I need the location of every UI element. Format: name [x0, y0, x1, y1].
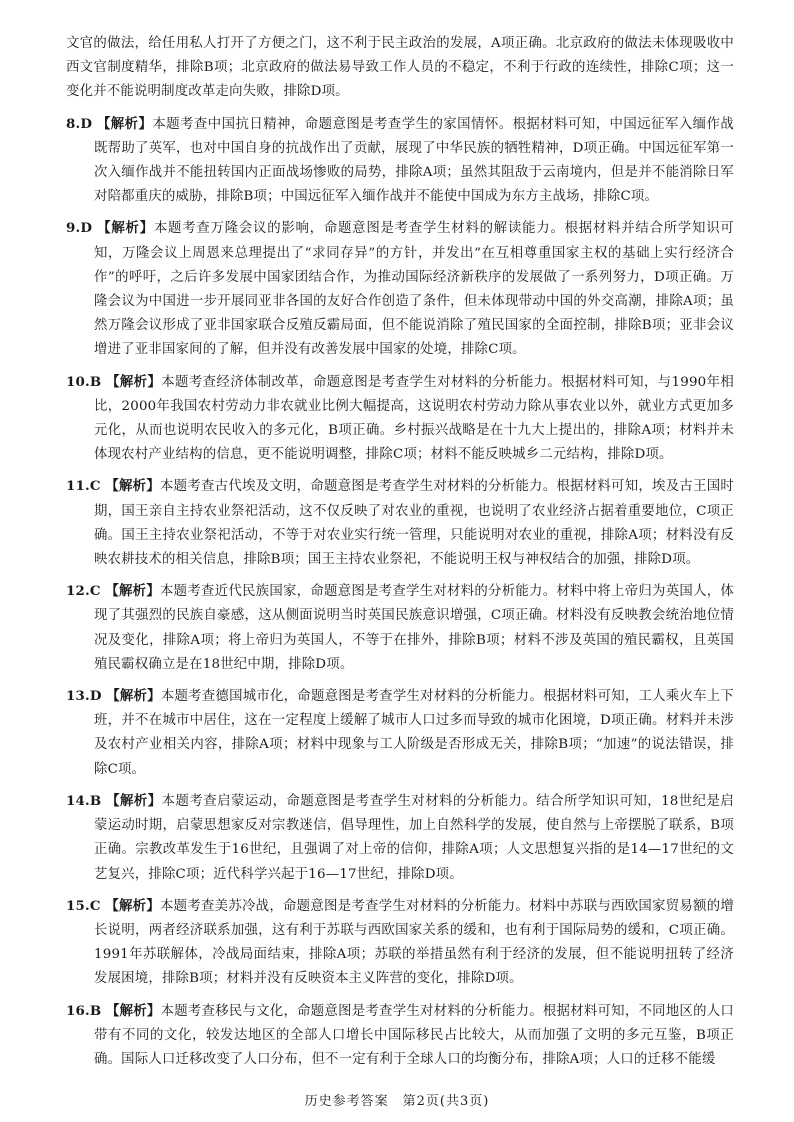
- answer-item: [66, 370, 734, 468]
- analysis-tag: 【解析】: [106, 792, 162, 809]
- analysis-text: 本题考查德国城市化，命题意图是考查学生对材料的分析能力。根据材料可知，工人乘火车上下班，并不在城市中居住，这在一定程度上缓解了城市人口过多而导致的城市化困境，D项正确。材料并未涉及农村产业相关内容，排除A项；材料中现象与工人阶级是否形成无关，排除B项；“加速”的说法错误，排除C项。: [94, 689, 734, 777]
- answer-number: 14.B: [66, 792, 102, 809]
- intro-paragraph: 文官的做法，给任用私人打开了方便之门，这不利于民主政治的发展，A项正确。北京政府的做法未体现吸收中西文官制度精华，排除B项；北京政府的做法易导致工作人员的不稳定，不利于行政的连续性，排除C项；这一变化并不能说明制度改革走向失败，排除D项。: [66, 36, 734, 100]
- answer-item: [66, 474, 734, 572]
- answer-number: 13.D: [66, 688, 102, 705]
- answer-number: 9.D: [66, 220, 93, 237]
- answer-item: [66, 684, 734, 782]
- answer-number: 10.B: [66, 373, 102, 390]
- answer-list: [66, 112, 734, 1073]
- answer-number: 8.D: [66, 115, 93, 132]
- answer-number: 15.C: [66, 897, 101, 914]
- analysis-text: 本题考查古代埃及文明，命题意图是考查学生对材料的分析能力。根据材料可知，埃及古王国时期，国王亲自主持农业祭祀活动，这不仅反映了对农业的重视，也说明了农业经济占据着重要地位，C项正确。国王主持农业祭祀活动，不等于对农业实行统一管理，只能说明对农业的重视，排除A项；材料没有反映农耕技术的相关信息，排除B项；国王主持农业祭祀，不能说明王权与神权结合的加强，排除D项。: [94, 479, 734, 568]
- answer-item: [66, 789, 734, 887]
- analysis-text: 本题考查美苏冷战，命题意图是考查学生对材料的分析能力。材料中苏联与西欧国家贸易额的增长说明，两者经济联系加强，这有利于苏联与西欧国家关系的缓和，也有利于国际局势的缓和，C项正确。1991年苏联解体，冷战局面结束，排除A项；苏联的举措虽然有利于经济的发展，但不能说明扭转了经济发展困境，排除B项；材料并没有反映资本主义阵营的变化，排除D项。: [94, 898, 734, 987]
- analysis-text: 本题考查经济体制改革，命题意图是考查学生对材料的分析能力。根据材料可知，与1990年相比，2000年我国农村劳动力非农就业比例大幅提高，这说明农村劳动力除从事农业以外，就业方式更加多元化，从而也说明农民收入的多元化，B项正确。乡村振兴战略是在十九大上提出的，排除A项；材料并未体现农村产业结构的信息，更不能说明调整，排除C项；材料不能反映城乡二元结构，排除D项。: [94, 374, 734, 463]
- analysis-tag: 【解析】: [106, 373, 162, 390]
- answer-number: 16.B: [66, 1002, 102, 1019]
- analysis-tag: 【解析】: [106, 688, 161, 705]
- answer-number: 12.C: [66, 583, 101, 600]
- analysis-tag: 【解析】: [105, 897, 160, 914]
- answer-item: [66, 894, 734, 992]
- analysis-tag: 【解析】: [96, 115, 153, 132]
- analysis-text: 本题考查启蒙运动，命题意图是考查学生对材料的分析能力。结合所学知识可知，18世纪是启蒙运动时期，启蒙思想家反对宗教迷信，倡导理性，加上自然科学的发展，使自然与上帝摆脱了联系，B项正确。宗教改革发生于16世纪，且强调了对上帝的信仰，排除A项；人文思想复兴指的是14—17世纪的文艺复兴，排除C项；近代科学兴起于16—17世纪，排除D项。: [94, 793, 734, 882]
- answer-item: [66, 999, 734, 1073]
- analysis-tag: 【解析】: [105, 1002, 161, 1019]
- answer-item: [66, 579, 734, 677]
- page-footer: 历史参考答案 第2页(共3页): [304, 1094, 490, 1109]
- analysis-text: 本题考查万隆会议的影响，命题意图是考查学生材料的解读能力。根据材料并结合所学知识可知，万隆会议上周恩来总理提出了“求同存异”的方针，并发出“在互相尊重国家主权的基础上实行经济合作”的呼吁，之后许多发展中国家团结合作，为推动国际经济新秩序的发展做了一系列努力，D项正确。万隆会议为中国进一步开展同亚非各国的友好合作创造了条件，但未体现带动中国的外交高潮，排除A项；虽然万隆会议形成了亚非国家联合反殖反霸局面，但不能说消除了殖民国家的全面控制，排除B项；亚非会议增进了亚非国家间的了解，但并没有改善发展中国家的处境，排除C项。: [94, 221, 734, 358]
- analysis-text: 本题考查近代民族国家，命题意图是考查学生对材料的分析能力。材料中将上帝归为英国人，体现了其强烈的民族自豪感，这从侧面说明当时英国民族意识增强，C项正确。材料没有反映教会统治地位情况及变化，排除A项；将上帝归为英国人，不等于在排外，排除B项；材料不涉及英国的殖民霸权，且英国殖民霸权确立是在18世纪中期，排除D项。: [94, 584, 734, 672]
- answer-body: [66, 32, 734, 1079]
- analysis-text: 本题考查移民与文化，命题意图是考查学生对材料的分析能力。根据材料可知，不同地区的人口带有不同的文化，较发达地区的全部人口增长中国际移民占比较大，从而加强了文明的多元互鉴，B项正确。国际人口迁移改变了人口分布，但不一定有利于全球人口的均衡分布，排除A项；人口的迁移不能缓: [94, 1003, 734, 1067]
- answer-number: 11.C: [66, 478, 101, 495]
- analysis-tag: 【解析】: [105, 478, 160, 495]
- answer-item: [66, 112, 734, 210]
- analysis-tag: 【解析】: [105, 583, 160, 600]
- analysis-tag: 【解析】: [97, 220, 154, 237]
- answer-item: [66, 216, 734, 362]
- analysis-text: 本题考查中国抗日精神，命题意图是考查学生的家国情怀。根据材料可知，中国远征军入缅作战既帮助了英军，也对中国自身的抗战作出了贡献，展现了中华民族的牺牲精神，D项正确。中国远征军第一次入缅作战并不能扭转国内正面战场惨败的局势，排除A项；虽然其阻敌于云南境内，但是并不能消除日军对陪都重庆的威胁，排除B项；中国远征军入缅作战并不能使中国成为东方主战场，排除C项。: [94, 116, 734, 205]
